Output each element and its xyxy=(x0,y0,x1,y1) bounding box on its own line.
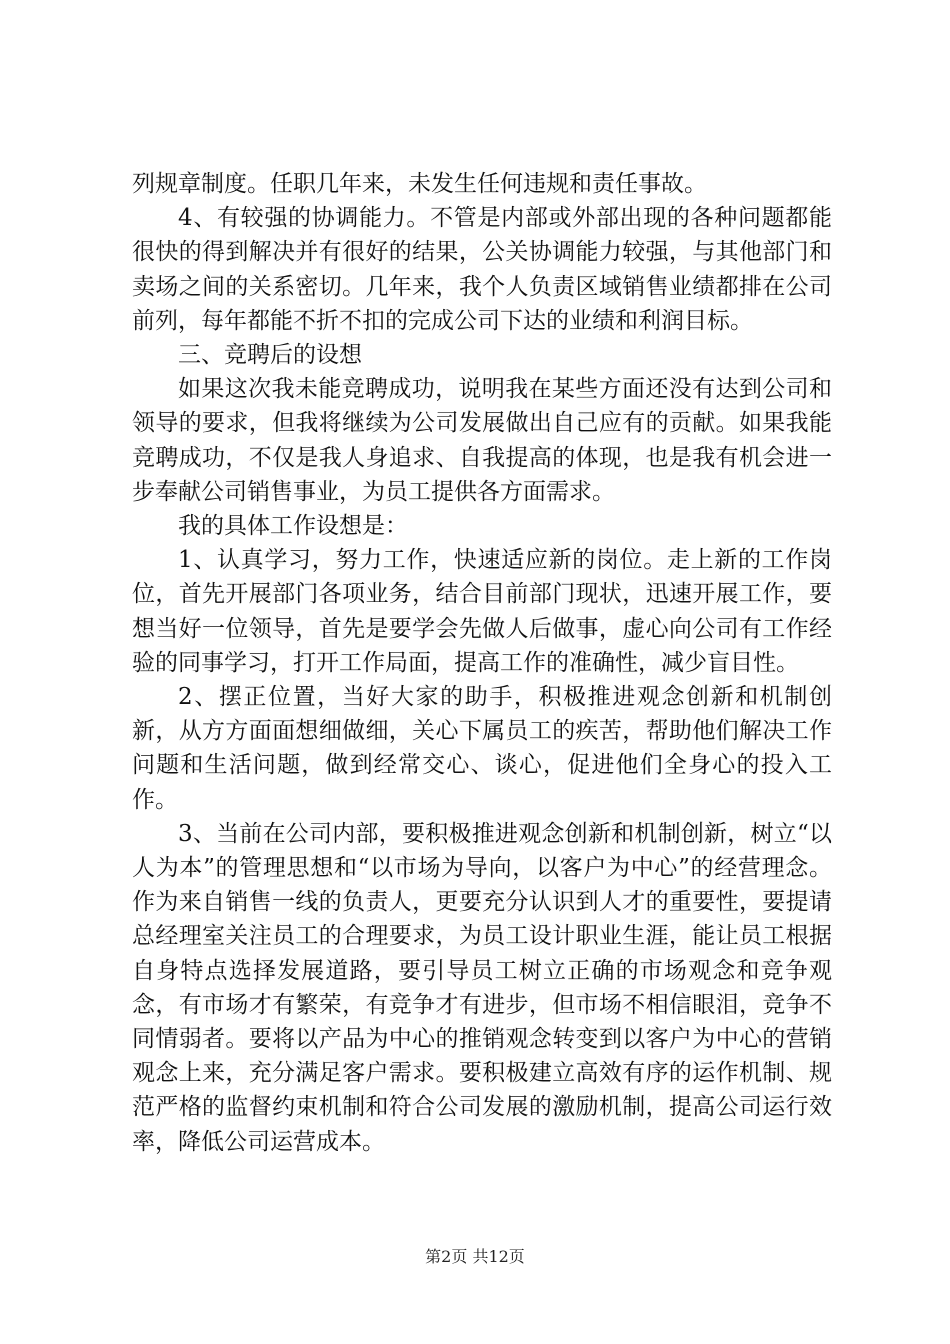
paragraph-plan-3: 3、当前在公司内部，要积极推进观念创新和机制创新，树立“以人为本”的管理思想和“以市场为导向，以客户为中心”的经营理念。作为来自销售一线的负责人，更要充分认识到人才的重要性，要提请总经理室关注员工的合理要求，为员工设计职业生涯，能让员工根据自身特点选择发展道路，要引导员工树立正确的市场观念和竞争观念，有市场才有繁荣，有竞争才有进步，但市场不相信眼泪，竞争不同情弱者。要将以产品为中心的推销观念转变到以客户为中心的营销观念上来，充分满足客户需求。要积极建立高效有序的运作机制、规范严格的监督约束机制和符合公司发展的激励机制，提高公司运行效率，降低公司运营成本。 xyxy=(132,820,832,1155)
paragraph-item-4: 4、有较强的协调能力。不管是内部或外部出现的各种问题都能很快的得到解决并有很好的结果，公关协调能力较强，与其他部门和卖场之间的关系密切。几年来，我个人负责区域销售业绩都排在公司前列，每年都能不折不扣的完成公司下达的业绩和利润目标。 xyxy=(132,205,832,334)
page-number-footer: 第2页 共12页 xyxy=(425,1247,525,1266)
paragraph-plan-2: 2、摆正位置，当好大家的助手，积极推进观念创新和机制创新，从方方面面想细做细，关心下属员工的疾苦，帮助他们解决工作问题和生活问题，做到经常交心、谈心，促进他们全身心的投入工作。 xyxy=(132,684,832,813)
paragraph-intro: 如果这次我未能竞聘成功，说明我在某些方面还没有达到公司和领导的要求，但我将继续为公司发展做出自己应有的贡献。如果我能竞聘成功，不仅是我人身追求、自我提高的体现，也是我有机会进一步奉献公司销售事业，为员工提供各方面需求。 xyxy=(132,376,832,505)
section-heading: 三、竞聘后的设想 xyxy=(178,342,362,369)
paragraph-continuation: 列规章制度。任职几年来，未发生任何违规和责任事故。 xyxy=(132,171,707,197)
paragraph-plan-lead: 我的具体工作设想是： xyxy=(178,513,408,540)
paragraph-plan-1: 1、认真学习，努力工作，快速适应新的岗位。走上新的工作岗位，首先开展部门各项业务，结合目前部门现状，迅速开展工作，要想当好一位领导，首先是要学会先做人后做事，虚心向公司有工作经验的同事学习，打开工作局面，提高工作的准确性，减少盲目性。 xyxy=(132,547,832,676)
document-body xyxy=(132,167,832,1159)
